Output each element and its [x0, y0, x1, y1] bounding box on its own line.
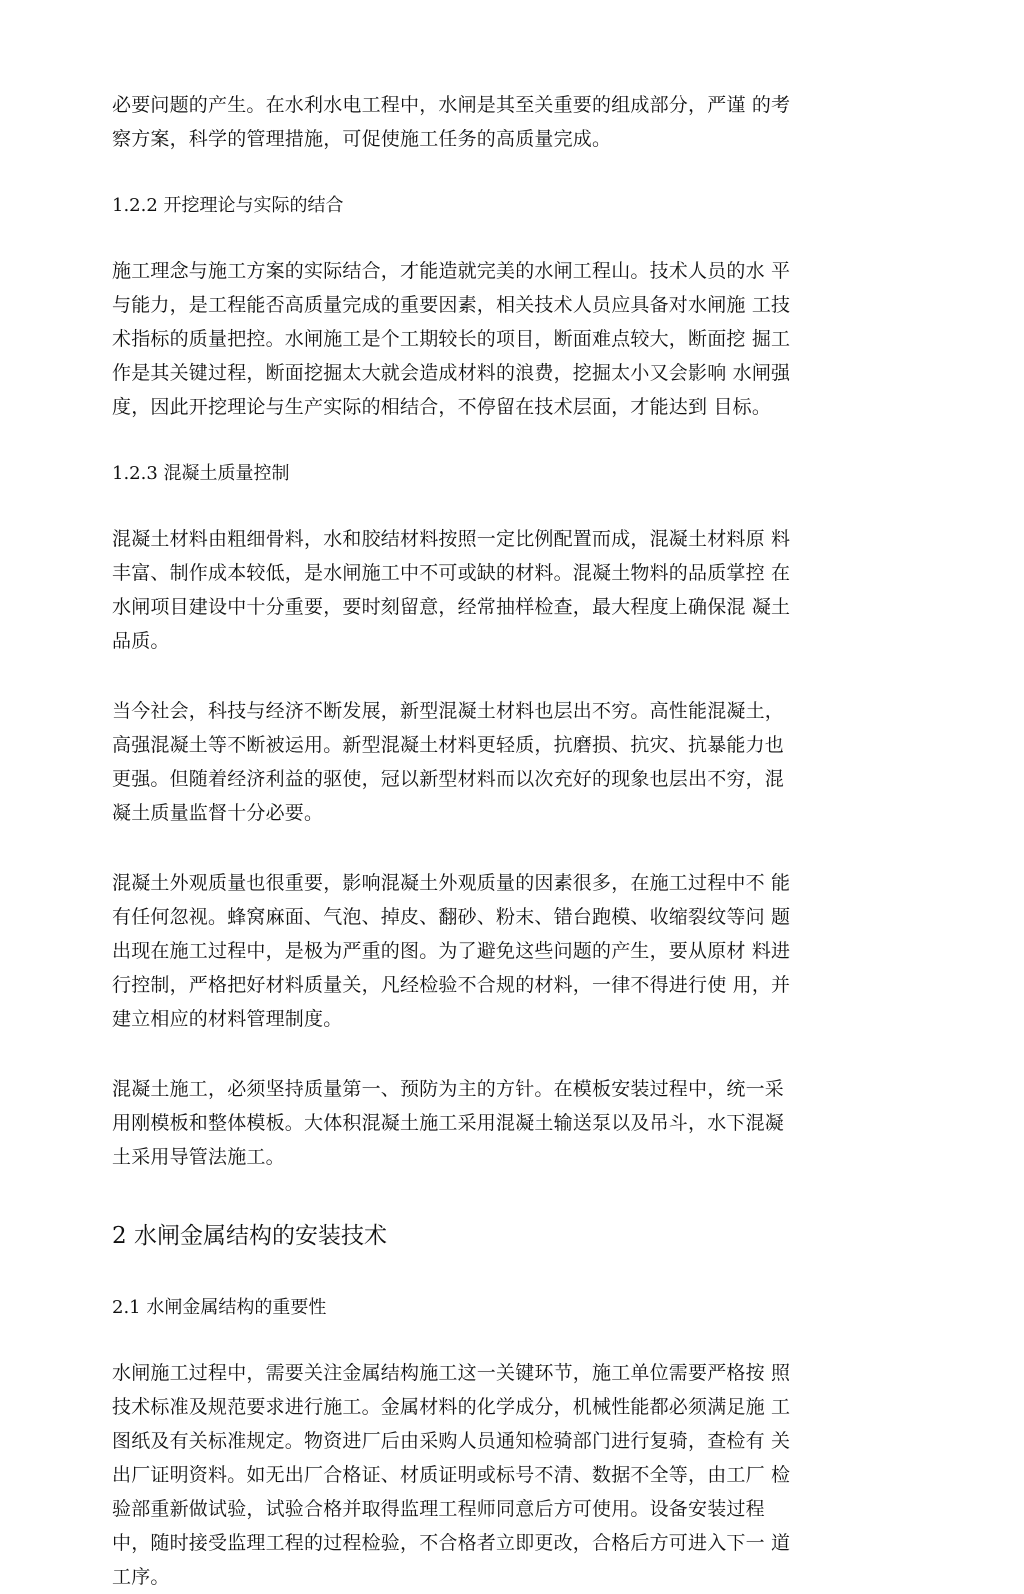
- paragraph: [112, 254, 897, 424]
- text-line: 图纸及有关标准规定。物资进厂后由采购人员通知检骑部门进行复骑，查检有 关: [112, 1430, 791, 1452]
- text-line: 当今社会，科技与经济不断发展，新型混凝土材料也层出不穷。高性能混凝土，: [112, 700, 785, 722]
- text-line: 施工理念与施工方案的实际结合，才能造就完美的水闸工程山。技术人员的水 平: [112, 260, 791, 282]
- paragraph: [112, 866, 897, 1036]
- text-line: 高强混凝土等不断被运用。新型混凝土材料更轻质，抗磨损、抗灾、抗暴能力也: [112, 734, 785, 756]
- text-line: 作是其关键过程，断面挖掘太大就会造成材料的浪费，挖掘太小又会影响 水闸强: [112, 362, 791, 384]
- text-line: 混凝土材料由粗细骨料，水和胶结材料按照一定比例配置而成，混凝土材料原 料: [112, 528, 791, 550]
- text-line: 必要问题的产生。在水利水电工程中，水闸是其至关重要的组成部分，严谨 的考: [112, 94, 791, 116]
- paragraph: [112, 1072, 897, 1174]
- text-line: 察方案，科学的管理措施，可促使施工任务的高质量完成。: [112, 128, 612, 150]
- text-line: 中，随时接受监理工程的过程检验，不合格者立即更改，合格后方可进入下一 道: [112, 1532, 791, 1554]
- text-line: 水闸项目建设中十分重要，要时刻留意，经常抽样检查，最大程度上确保混 凝土: [112, 596, 791, 618]
- document-page: [112, 88, 897, 1594]
- paragraph: [112, 88, 897, 156]
- text-line: 品质。: [112, 630, 170, 652]
- text-line: 术指标的质量把控。水闸施工是个工期较长的项目，断面难点较大，断面挖 掘工: [112, 328, 791, 350]
- text-line: 技术标准及规范要求进行施工。金属材料的化学成分，机械性能都必须满足施 工: [112, 1396, 791, 1418]
- paragraph: [112, 522, 897, 658]
- text-line: 行控制，严格把好材料质量关，凡经检验不合规的材料，一律不得进行使 用，并: [112, 974, 791, 996]
- text-line: 混凝土外观质量也很重要，影响混凝土外观质量的因素很多，在施工过程中不 能: [112, 872, 791, 894]
- text-line: 混凝土施工，必须坚持质量第一、预防为主的方针。在模板安装过程中，统一采: [112, 1078, 785, 1100]
- text-line: 丰富、制作成本较低，是水闸施工中不可或缺的材料。混凝土物料的品质掌控 在: [112, 562, 791, 584]
- text-line: 出厂证明资料。如无出厂合格证、材质证明或标号不清、数据不全等，由工厂 检: [112, 1464, 791, 1486]
- text-line: 用刚模板和整体模板。大体积混凝土施工采用混凝土输送泵以及吊斗，水下混凝: [112, 1112, 785, 1134]
- text-line: 度，因此开挖理论与生产实际的相结合，不停留在技术层面，才能达到 目标。: [112, 396, 772, 418]
- section-heading: 2.1 水闸金属结构的重要性: [112, 1297, 327, 1318]
- text-line: 工序。: [112, 1566, 170, 1588]
- paragraph: [112, 694, 897, 830]
- text-line: 与能力，是工程能否高质量完成的重要因素，相关技术人员应具备对水闸施 工技: [112, 294, 791, 316]
- section-heading: 1.2.2 开挖理论与实际的结合: [112, 195, 344, 216]
- text-line: 水闸施工过程中，需要关注金属结构施工这一关键环节，施工单位需要严格按 照: [112, 1362, 791, 1384]
- text-line: 出现在施工过程中，是极为严重的图。为了避免这些问题的产生，要从原材 料进: [112, 940, 791, 962]
- text-line: 验部重新做试验，试验合格并取得监理工程师同意后方可使用。设备安装过程: [112, 1498, 765, 1520]
- text-line: 土采用导管法施工。: [112, 1146, 285, 1168]
- text-line: 更强。但随着经济利益的驱使，冠以新型材料而以次充好的现象也层出不穷，混: [112, 768, 785, 790]
- paragraph: [112, 1356, 897, 1594]
- chapter-heading: 2 水闸金属结构的安装技术: [112, 1223, 387, 1249]
- section-heading: 1.2.3 混凝土质量控制: [112, 463, 290, 484]
- text-line: 建立相应的材料管理制度。: [112, 1008, 343, 1030]
- text-line: 凝土质量监督十分必要。: [112, 802, 324, 824]
- text-line: 有任何忽视。蜂窝麻面、气泡、掉皮、翻砂、粉末、错台跑模、收缩裂纹等问 题: [112, 906, 791, 928]
